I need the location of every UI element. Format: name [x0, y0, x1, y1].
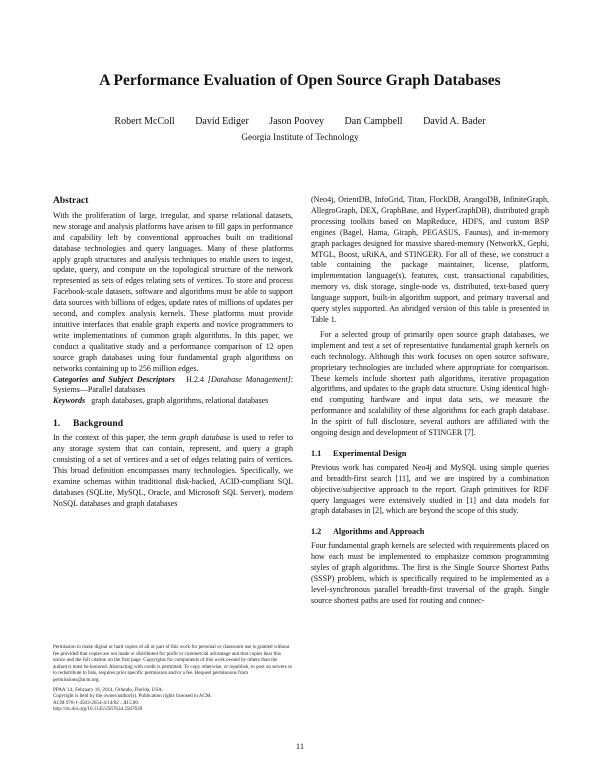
background-text: [53, 433, 293, 509]
abstract-heading: Abstract: [53, 196, 89, 206]
subsection-heading: [311, 449, 549, 460]
page-number: 11: [295, 741, 305, 751]
copyright-footnote: [53, 644, 293, 713]
paper-title: A Performance Evaluation of Open Source Graph Databases: [99, 72, 501, 89]
background-text-pre: In the context of this paper, the term: [53, 433, 180, 443]
author-name: David Ediger: [195, 116, 249, 127]
abstract-text: With the proliferation of large, irregular, and sparse relational datasets, new storage and analysis platforms have arisen to fill gaps in performance and capability left by conventional approaches built on traditional database technologies and query languages. Many of these platforms apply graph structures and analysis techniques to enable users to ingest, update, query, and compute on the topological structure of the network represented as sets of edges relating sets of vertices. To store and process Facebook-scale datasets, software and algorithms must be able to support data sources with billions of edges, update rates of millions of updates per second, and complex analysis kernels. These platforms must provide intuitive interfaces that enable graph experts and novice programmers to write implementations of common graph algorithms. In this paper, we conduct a qualitative study and a performance comparison of 12 open source graph databases using four fundamental graph algorithms on networks containing up to 256 million edges.: [53, 210, 293, 373]
background-term: graph database: [179, 433, 231, 443]
categories-label: Categories and Subject Descriptors: [53, 374, 175, 384]
categories-descriptors: [53, 375, 293, 397]
keywords: [53, 396, 293, 407]
author-list: [0, 116, 600, 127]
subsection-number: 1.2: [311, 527, 322, 537]
author-name: David A. Bader: [423, 116, 486, 127]
author-name: Robert McColl: [114, 116, 175, 127]
right-column: [311, 195, 549, 607]
categories-rest: : Systems—Parallel databases: [53, 374, 293, 395]
subsection-number: 1.1: [311, 448, 322, 458]
author-name: Jason Poovey: [269, 116, 325, 127]
categories-italic: [Database Management]: [207, 374, 291, 384]
copyright-line: Copyright is held by the owner/author(s). Publication rights licensed to ACM.: [53, 693, 212, 700]
subsection-heading: [311, 527, 549, 538]
subsection-title: Algorithms and Approach: [333, 527, 425, 537]
categories-code: H.2.4: [186, 374, 205, 384]
left-column: [53, 196, 293, 509]
keywords-text: graph databases, graph algorithms, relational databases: [91, 396, 269, 406]
author-name: Dan Campbell: [344, 116, 403, 127]
section-title: Background: [73, 419, 123, 430]
doi-line: http://dx.doi.org/10.1145/2567634.2567638: [53, 706, 143, 713]
subsection-title: Experimental Design: [333, 448, 407, 458]
section-number: 1.: [53, 419, 61, 430]
paragraph: Previous work has compared Neo4j and MySQL using simple queries and breadth-first search [11], and we are inspired by a combination objective/subjective approach to the report. Graph primitives for RDF query languages were extensively studied in [1] and data models for graph databases in [2], which are beyond the scope of this study.: [311, 462, 549, 516]
permission-notice: Permission to make digital or hard copies of all or part of this work for personal or classroom use is granted without fee provided that copies are not made or distributed for profit or commercial advantage and that copies bear this notice and the full citation on the first page. Copyrights for components of this work owned by others than the author(s) must be honored. Abstracting with credit is permitted. To copy otherwise, or republish, to post on servers or to redistribute to lists, requires prior specific permission and/or a fee. Request permissions from permissions@acm.org.: [53, 644, 293, 683]
paragraph: For a selected group of primarily open source graph databases, we implement and test a set of representative fundamental graph kernels on each technology. Although this work focuses on open source software, proprietary technologies are included where appropriate for comparison. These kernels include shortest path algorithms, iterative propagation algorithms, and updates to the graph data structure. Using identical high-end computing hardware and input data sets, we measure the performance and scalability of these algorithms for each graph database. In the spirit of full disclosure, several authors are affiliated with the ongoing design and development of STINGER [7].: [311, 329, 549, 438]
conference-line: PPAA '14, February 16, 2014, Orlando, Florida, USA.: [53, 686, 164, 693]
affiliation: Georgia Institute of Technology: [241, 132, 359, 142]
paragraph: (Neo4j, OrientDB, InfoGrid, Titan, FlockDB, ArangoDB, InfiniteGraph, AllegroGraph, DEX, GraphBase, and HyperGraphDB), distributed graph processing toolkits based on MapReduce, HDFS, and custom BSP engines (Bagel, Hama, Giraph, PEGASUS, Faunus), and in-memory graph packages designed for massive shared-memory (NetworkX, Gephi, MTGL, Boost, uRiKA, and STINGER). For all of these, we construct a table containing the package maintainer, license, platform, implementation language(s), features, cost, transactional capabilities, memory vs. disk storage, single-node vs. distributed, text-based query language support, built-in algorithm support, and primary traversal and query styles supported. An abridged version of this table is presented in Table 1.: [311, 195, 549, 324]
keywords-label: Keywords: [53, 396, 86, 406]
background-text-post: is used to refer to any storage system that can contain, represent, and query a graph consisting of a set of vertices and a set of edges relating pairs of vertices. This broad definition encompasses many technologies. Specifically, we examine schemas within traditional disk-backed, ACID-compliant SQL databases (SQLite, MySQL, Oracle, and Microsoft SQL Server), modern NoSQL databases and graph databases: [53, 433, 293, 508]
paragraph: Four fundamental graph kernels are selected with requirements placed on how each must be implemented to emphasize common programming styles of graph algorithms. The first is the Single Source Shortest Paths (SSSP) problem, which is specifically required to be implemented as a level-synchronous parallel breadth-first traversal of the graph. Single source shortest paths are used for routing and connec-: [311, 541, 549, 605]
section-heading: [53, 419, 293, 430]
isbn-line: ACM 978-1-4503-2654-4/14/02 ...$15.00.: [53, 699, 140, 706]
